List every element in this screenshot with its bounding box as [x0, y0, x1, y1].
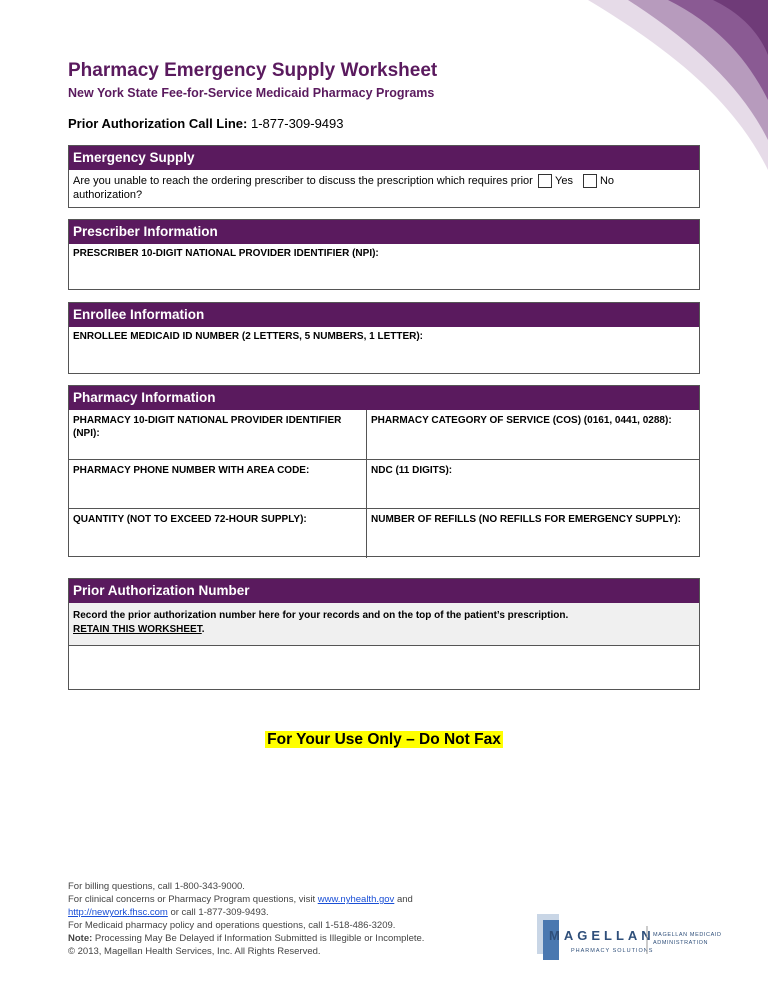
call-line [68, 116, 344, 131]
page-subtitle: New York State Fee-for-Service Medicaid Pharmacy Programs [68, 86, 435, 100]
prior-auth-heading: Prior Authorization Number [69, 579, 699, 603]
footer-policy: For Medicaid pharmacy policy and operations questions, call 1-518-486-3209. [68, 920, 396, 931]
no-option[interactable] [583, 174, 614, 188]
footer-note-label: Note: [68, 933, 93, 944]
retain-worksheet-text: RETAIN THIS WORKSHEET [73, 624, 202, 635]
prescriber-heading: Prescriber Information [69, 220, 699, 244]
prescriber-npi-field[interactable]: PRESCRIBER 10-DIGIT NATIONAL PROVIDER IDENTIFIER (NPI): [73, 248, 379, 259]
fhsc-link[interactable]: http://newyork.fhsc.com [68, 907, 168, 918]
prior-auth-section [68, 578, 700, 690]
emergency-question: Are you unable to reach the ordering prescriber to discuss the prescription which requires prior authorization? [73, 175, 533, 201]
yes-checkbox[interactable] [538, 174, 552, 188]
page-title: Pharmacy Emergency Supply Worksheet [68, 60, 438, 81]
ndc-field[interactable]: NDC (11 DIGITS): [367, 460, 699, 509]
footer-clinical [68, 893, 424, 906]
prior-auth-number-field[interactable] [69, 646, 699, 689]
retain-suffix: . [201, 624, 205, 635]
call-line-label: Prior Authorization Call Line: [68, 116, 248, 131]
prior-auth-instruction [69, 603, 699, 646]
prior-auth-instruction-text: Record the prior authorization number here for your records and on the top of the patient’s prescription. [73, 610, 569, 621]
no-label: No [599, 175, 615, 187]
pharmacy-section [68, 385, 700, 557]
refills-field[interactable]: NUMBER OF REFILLS (NO REFILLS FOR EMERGENCY SUPPLY): [371, 514, 682, 525]
yes-option[interactable] [538, 174, 573, 188]
footer-billing: For billing questions, call 1-800-343-9000. [68, 881, 245, 892]
footer-clinical-prefix: For clinical concerns or Pharmacy Program questions, visit [68, 894, 316, 905]
pharmacy-phone-field[interactable]: PHARMACY PHONE NUMBER WITH AREA CODE: [69, 460, 367, 509]
footer-clinical-2 [68, 906, 424, 919]
enrollee-section [68, 302, 700, 374]
prescriber-section [68, 219, 700, 290]
footer-clinical-suffix: or call 1-877-309-9493. [170, 907, 269, 918]
pharmacy-npi-field[interactable]: PHARMACY 10-DIGIT NATIONAL PROVIDER IDENTIFIER (NPI): [69, 410, 367, 460]
footer-copyright: © 2013, Magellan Health Services, Inc. All Rights Reserved. [68, 946, 321, 957]
use-only-notice [0, 731, 768, 749]
footer-clinical-and: and [396, 894, 413, 905]
magellan-logo [535, 912, 722, 964]
enrollee-heading: Enrollee Information [69, 303, 699, 327]
logo-side-line1: MAGELLAN MEDICAID [653, 932, 722, 938]
emergency-supply-section [68, 145, 700, 208]
footer [68, 880, 424, 958]
footer-note-text: Processing May Be Delayed if Information Submitted is Illegible or Incomplete. [94, 933, 425, 944]
emergency-supply-heading: Emergency Supply [69, 146, 699, 170]
footer-note [68, 932, 424, 945]
logo-side-line2: ADMINISTRATION [653, 940, 709, 946]
pharmacy-cos-field[interactable]: PHARMACY CATEGORY OF SERVICE (COS) (0161, 0441, 0288): [367, 410, 699, 460]
pharmacy-heading: Pharmacy Information [69, 386, 699, 410]
no-checkbox[interactable] [583, 174, 597, 188]
quantity-field[interactable]: QUANTITY (NOT TO EXCEED 72-HOUR SUPPLY): [69, 509, 367, 558]
logo-tagline: PHARMACY SOLUTIONS [571, 948, 654, 954]
enrollee-id-field[interactable]: ENROLLEE MEDICAID ID NUMBER (2 LETTERS, 5 NUMBERS, 1 LETTER): [73, 331, 424, 342]
call-line-number: 1-877-309-9493 [250, 116, 344, 131]
yes-label: Yes [555, 175, 573, 187]
logo-wordmark: MAGELLAN [549, 928, 655, 943]
use-only-text: For Your Use Only – Do Not Fax [267, 731, 501, 748]
nyhealth-link[interactable]: www.nyhealth.gov [317, 894, 395, 905]
